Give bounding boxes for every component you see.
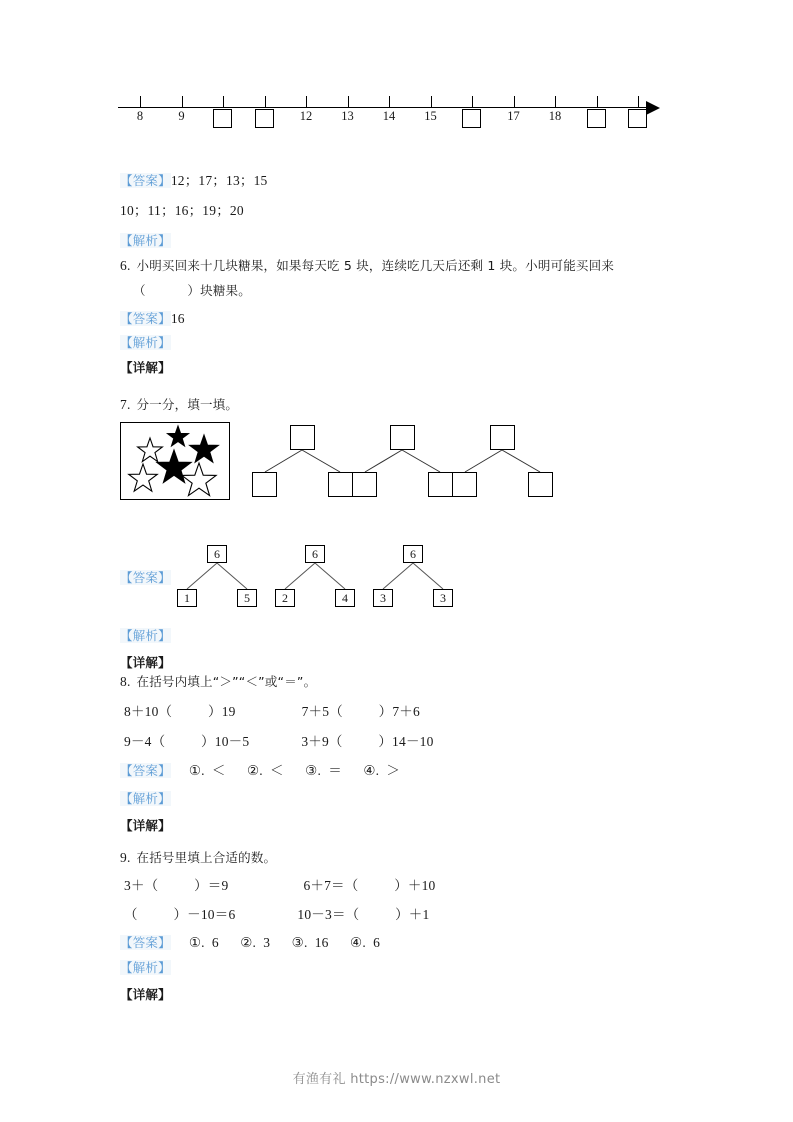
tree-box-left: 3	[373, 589, 393, 607]
q9-answer-line	[120, 934, 380, 952]
part-whole-tree-blank-3	[448, 425, 558, 497]
q6-detail-line	[120, 359, 171, 377]
tree-box-top[interactable]	[490, 425, 515, 450]
answer-tag: 【答案】	[120, 935, 171, 950]
star-box-figure	[120, 422, 230, 500]
q8-row-2	[124, 733, 434, 751]
q7-stem-line	[120, 396, 238, 414]
q6-number: 6.	[120, 258, 131, 273]
q8-text: 在括号内填上“＞”“＜”或“＝”。	[136, 674, 317, 689]
number-line-tick	[597, 96, 598, 107]
detail-tag: 【详解】	[120, 360, 171, 375]
q5-answer-values-1: 12；17；13；15	[170, 173, 268, 188]
detail-tag: 【详解】	[120, 655, 171, 670]
answer-tag: 【答案】	[120, 173, 171, 188]
number-line-tick	[348, 96, 349, 107]
q8-stem-line	[120, 673, 316, 691]
q6-text-2: （ ）块糖果。	[133, 283, 251, 298]
number-line-tick	[140, 96, 141, 107]
q8-answer-values: ①. ＜ ②. ＜ ③. ＝ ④. ＞	[188, 763, 401, 778]
number-line-tick	[306, 96, 307, 107]
number-line-tick	[389, 96, 390, 107]
q7-analysis-line	[120, 627, 171, 645]
number-line-tick	[223, 96, 224, 107]
q6-analysis-line	[120, 334, 171, 352]
tree-box-left[interactable]	[252, 472, 277, 497]
part-whole-tree-blank-1	[248, 425, 358, 497]
number-line-axis	[118, 107, 648, 108]
q7-answer-line	[120, 569, 171, 587]
detail-tag: 【详解】	[120, 818, 171, 833]
number-line-label: 17	[507, 109, 520, 123]
q9-row-1	[124, 877, 436, 895]
number-line-blank-box[interactable]	[255, 109, 274, 128]
outline-star-icon	[129, 464, 158, 491]
q9-row2-right[interactable]: 10－3＝（ ）＋1	[297, 907, 430, 922]
number-line-label: 12	[299, 109, 313, 123]
q9-row-2	[124, 906, 429, 924]
analysis-tag: 【解析】	[120, 628, 171, 643]
q8-answer-line	[120, 762, 400, 780]
number-line-tick	[182, 96, 183, 107]
q9-row1-left[interactable]: 3＋（ ）＝9	[124, 878, 229, 893]
q9-number: 9.	[120, 850, 131, 865]
q9-stem-line	[120, 849, 276, 867]
tree-box-right: 5	[237, 589, 257, 607]
footer-watermark: 有渔有礼 https://www.nzxwl.net	[292, 1072, 501, 1087]
analysis-tag: 【解析】	[120, 233, 171, 248]
answer-tag: 【答案】	[120, 311, 171, 326]
q8-number: 8.	[120, 674, 131, 689]
tree-box-right: 3	[433, 589, 453, 607]
answer-tag: 【答案】	[120, 570, 171, 585]
tree-box-top: 6	[305, 545, 325, 563]
q9-answer-values: ①. 6 ②. 3 ③. 16 ④. 6	[188, 935, 381, 950]
q8-detail-line	[120, 817, 171, 835]
number-line-figure	[118, 92, 668, 142]
number-line-tick	[265, 96, 266, 107]
detail-tag: 【详解】	[120, 987, 171, 1002]
number-line-blank-box[interactable]	[462, 109, 481, 128]
outline-star-icon	[138, 438, 163, 462]
tree-box-top: 6	[207, 545, 227, 563]
q8-row1-right[interactable]: 7＋5（ ）7＋6	[301, 704, 420, 719]
q9-analysis-line	[120, 959, 171, 977]
q6-text-1: 小明买回来十几块糖果，如果每天吃 5 块，连续吃几天后还剩 1 块。小明可能买回来	[136, 258, 615, 273]
stars-svg	[121, 423, 228, 498]
outline-star-icon	[182, 463, 216, 496]
number-line-tick	[555, 96, 556, 107]
q6-answer-value: 16	[170, 311, 185, 326]
q8-analysis-line	[120, 790, 171, 808]
number-line-blank-box[interactable]	[213, 109, 232, 128]
number-line-label: 13	[341, 109, 354, 123]
number-line-tick	[431, 96, 432, 107]
q9-row2-left[interactable]: （ ）－10＝6	[124, 907, 236, 922]
analysis-tag: 【解析】	[120, 335, 171, 350]
number-line-label: 8	[136, 109, 144, 123]
number-line-label: 14	[382, 109, 396, 123]
q5-analysis-line	[120, 232, 171, 250]
q7-detail-line	[120, 654, 171, 672]
tree-box-right: 4	[335, 589, 355, 607]
part-whole-tree-answer-1	[177, 545, 257, 607]
q5-answer-values-2: 10；11；16；19；20	[120, 203, 244, 218]
tree-box-top[interactable]	[390, 425, 415, 450]
q8-row-1	[124, 703, 420, 721]
tree-box-left: 2	[275, 589, 295, 607]
q9-row1-right[interactable]: 6＋7＝（ ）＋10	[303, 878, 436, 893]
tree-box-right[interactable]	[528, 472, 553, 497]
number-line-label: 15	[424, 109, 437, 123]
number-line-tick	[472, 96, 473, 107]
answer-tag: 【答案】	[120, 763, 171, 778]
q8-row2-right[interactable]: 3＋9（ ）14－10	[301, 734, 434, 749]
number-line-label: 18	[548, 109, 562, 123]
number-line-tick	[638, 96, 639, 107]
tree-box-top: 6	[403, 545, 423, 563]
part-whole-tree-blank-2	[348, 425, 458, 497]
tree-box-left[interactable]	[452, 472, 477, 497]
q9-detail-line	[120, 986, 171, 1004]
q6-stem-line-1	[120, 257, 614, 275]
number-line-tick	[514, 96, 515, 107]
number-line-blank-box[interactable]	[587, 109, 606, 128]
number-line-blank-box[interactable]	[628, 109, 647, 128]
analysis-tag: 【解析】	[120, 791, 171, 806]
q8-row1-left[interactable]: 8＋10（ ）19	[124, 704, 236, 719]
analysis-tag: 【解析】	[120, 960, 171, 975]
part-whole-tree-answer-3	[373, 545, 453, 607]
tree-box-top[interactable]	[290, 425, 315, 450]
q5-answer-line	[120, 172, 268, 190]
tree-box-left[interactable]	[352, 472, 377, 497]
number-line-arrow-icon	[646, 101, 660, 115]
solid-star-icon	[168, 426, 189, 446]
q8-row2-left[interactable]: 9－4（ ）10－5	[124, 734, 250, 749]
q6-answer-line	[120, 310, 185, 328]
q7-number: 7.	[120, 397, 131, 412]
q7-text: 分一分，填一填。	[136, 397, 239, 412]
q9-text: 在括号里填上合适的数。	[136, 850, 277, 865]
part-whole-tree-answer-2	[275, 545, 355, 607]
number-line-label: 9	[178, 109, 185, 123]
solid-star-icon	[190, 435, 219, 462]
tree-box-left: 1	[177, 589, 197, 607]
